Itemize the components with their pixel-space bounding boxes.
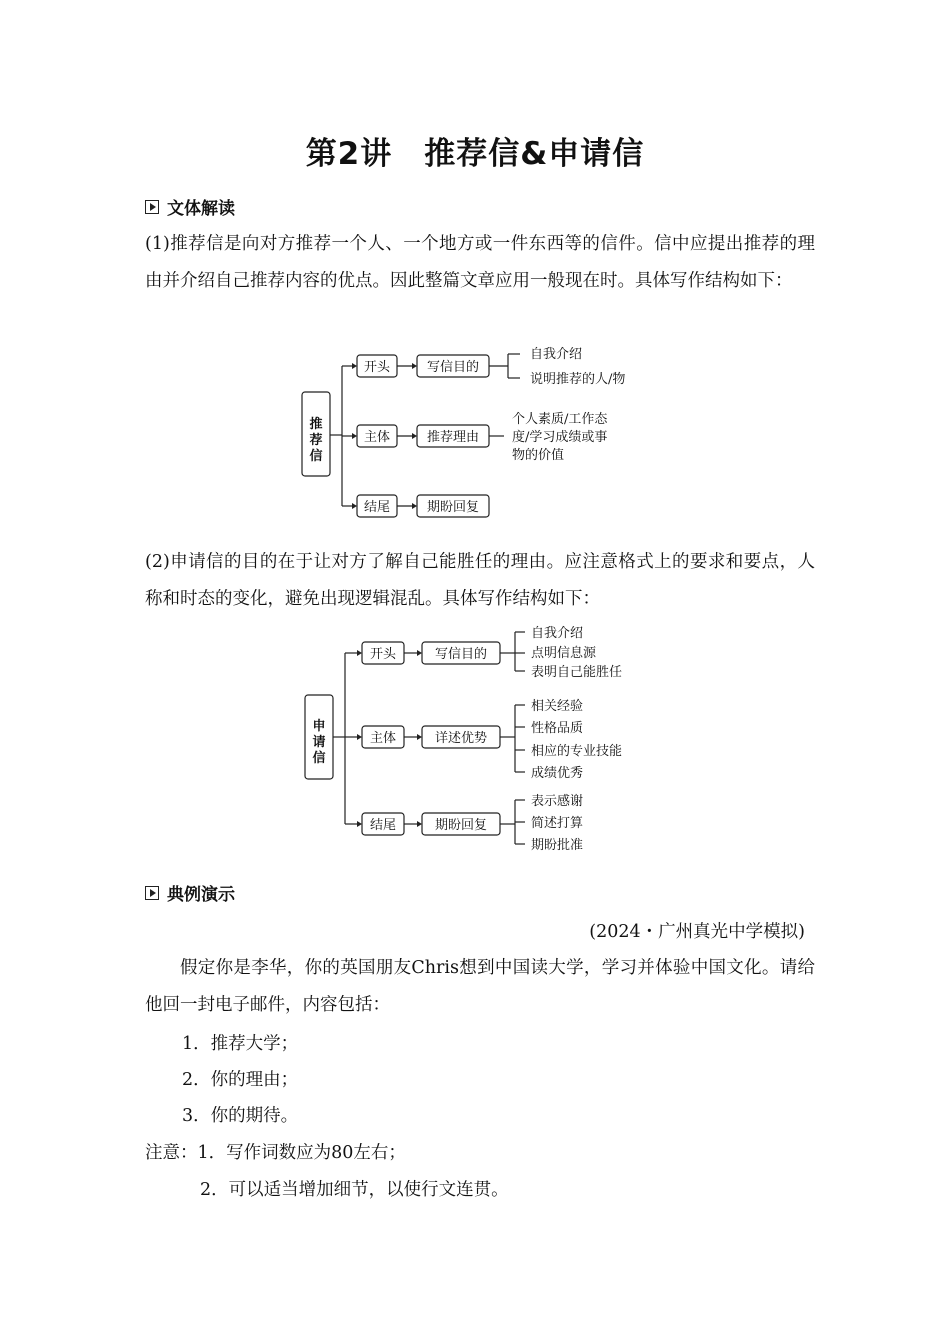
diagram-item: 相应的专业技能 xyxy=(531,744,623,759)
diagram-part-label: 开头 xyxy=(369,647,397,662)
diagram-item: 自我介绍 xyxy=(530,347,583,362)
diagram-root-char: 信 xyxy=(312,751,326,766)
diagram-item: 自我介绍 xyxy=(531,626,584,641)
diagram-part-label: 结尾 xyxy=(369,818,397,833)
diagram-item: 个人素质/工作态 xyxy=(512,412,608,427)
diagram-item: 度/学习成绩或事 xyxy=(512,430,608,445)
diagram-part-label: 开头 xyxy=(363,360,391,375)
diagram-item: 表明自己能胜任 xyxy=(531,665,623,680)
diagram-item: 期盼批准 xyxy=(531,838,584,853)
diagram-root-char: 信 xyxy=(309,449,323,464)
diagram-box-label: 推荐理由 xyxy=(426,430,480,445)
task-point: 3．你的期待。 xyxy=(182,1106,299,1126)
section-heading-example xyxy=(145,880,235,905)
diagram-item: 成绩优秀 xyxy=(531,766,584,781)
diagram-item: 表示感谢 xyxy=(531,794,584,809)
diagram-root-char: 荐 xyxy=(309,433,323,448)
note-line: 注意：1．写作词数应为80左右； xyxy=(145,1143,406,1163)
page-title: 第2讲 推荐信&申请信 xyxy=(305,136,645,172)
paragraph-recommendation: (1)推荐信是向对方推荐一个人、一个地方或一件东西等的信件。信中应提出推荐的理由并介绍自己推荐内容的优点。因此整篇文章应用一般现在时。具体写作结构如下： xyxy=(145,234,815,291)
diagram-item: 物的价值 xyxy=(512,448,565,463)
diagram-item: 性格品质 xyxy=(531,721,584,736)
section-heading-genre xyxy=(145,194,235,219)
diagram-item: 说明推荐的人/物 xyxy=(530,372,626,387)
task-point: 1．推荐大学； xyxy=(182,1034,299,1054)
diagram-box-label: 期盼回复 xyxy=(434,818,488,833)
task-prompt: 假定你是李华，你的英国朋友Chris想到中国读大学，学习并体验中国文化。请给他回一封电子邮件，内容包括： xyxy=(145,958,815,1015)
diagram-item: 相关经验 xyxy=(531,699,584,714)
recommendation-structure-diagram xyxy=(290,340,670,525)
diagram-box-label: 期盼回复 xyxy=(426,500,480,515)
paragraph-application: (2)申请信的目的在于让对方了解自己能胜任的理由。应注意格式上的要求和要点，人称和时态的变化，避免出现逻辑混乱。具体写作结构如下： xyxy=(145,552,815,609)
diagram-part-label: 主体 xyxy=(369,731,397,746)
play-triangle-icon xyxy=(145,886,159,900)
task-point: 2．你的理由； xyxy=(182,1070,299,1090)
section-label: 文体解读 xyxy=(167,199,235,219)
diagram-item: 简述打算 xyxy=(531,816,584,831)
diagram-box-label: 详述优势 xyxy=(434,731,488,746)
diagram-root-char: 申 xyxy=(312,719,326,734)
diagram-root-char: 请 xyxy=(312,735,326,750)
diagram-item: 点明信息源 xyxy=(531,646,597,661)
section-label: 典例演示 xyxy=(167,885,235,905)
diagram-part-label: 主体 xyxy=(363,430,391,445)
application-structure-diagram xyxy=(295,620,675,858)
diagram-part-label: 结尾 xyxy=(363,500,391,515)
diagram-box-label: 写信目的 xyxy=(426,360,480,375)
diagram-root-char: 推 xyxy=(309,417,323,432)
diagram-box-label: 写信目的 xyxy=(434,647,488,662)
source-citation: (2024・广州真光中学模拟) xyxy=(589,922,805,942)
play-triangle-icon xyxy=(145,200,159,214)
note-line: 2．可以适当增加细节，以使行文连贯。 xyxy=(200,1180,509,1200)
